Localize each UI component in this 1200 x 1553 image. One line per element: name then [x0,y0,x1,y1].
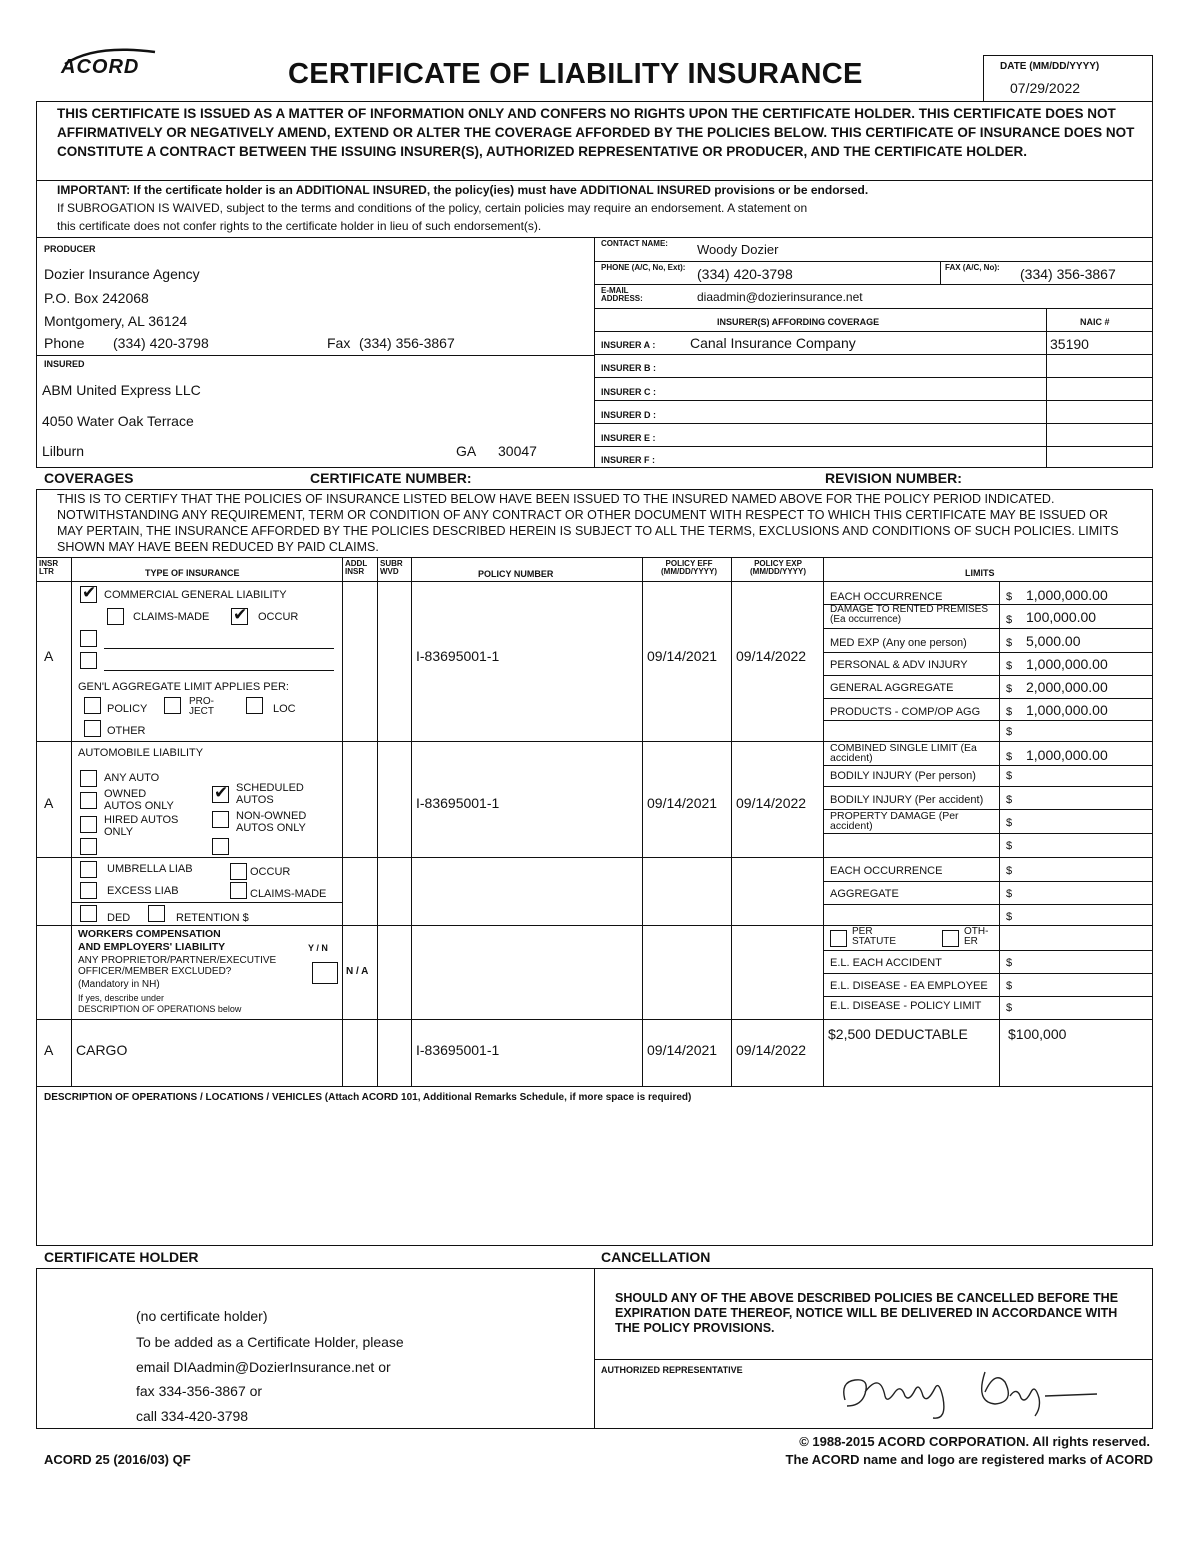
important-line-2: If SUBROGATION IS WAIVED, subject to the terms and conditions of the policy, certain policies may require an endorsement. A statement on [57,201,808,215]
workers-yn: Y / N [308,943,328,953]
auto-hired-label: HIRED AUTOS ONLY [104,814,179,838]
col-policy-number: POLICY NUMBER [478,569,554,579]
auto-limit-value-0: 1,000,000.00 [1026,747,1108,763]
insurer-c-label: INSURER C : [601,387,657,397]
auto-limit-label-0: COMBINED SINGLE LIMIT (Ea accident) [830,742,977,764]
auto-hired-checkbox[interactable] [80,816,97,833]
producer-address2: Montgomery, AL 36124 [44,313,188,329]
cargo-policy-number: I-83695001-1 [416,1042,500,1058]
holder-line-4: fax 334-356-3867 or [136,1383,263,1399]
col-addl-insr: ADDL INSR [345,559,368,576]
gl-limit-label-2: MED EXP (Any one person) [830,637,967,649]
umbrella-checkbox[interactable] [80,861,97,878]
gl-occur-label: OCCUR [258,611,299,623]
auto-scheduled-checkbox[interactable] [212,786,229,803]
insurer-a-name: Canal Insurance Company [690,335,856,351]
important-line-3: this certificate does not confer rights to the certificate holder in lieu of such endorsement(s). [57,219,542,233]
umbrella-limit-currency-1: $ [1006,888,1013,900]
workers-excluded-checkbox[interactable] [312,962,338,984]
authorized-rep-label: AUTHORIZED REPRESENTATIVE [601,1365,743,1375]
date-label: DATE (MM/DD/YYYY) [1000,61,1100,72]
auto-limit-label-1: BODILY INJURY (Per person) [830,770,976,782]
insured-zip: 30047 [498,443,537,459]
auto-limit-currency-3: $ [1006,817,1013,829]
umbrella-label: UMBRELLA LIAB [107,863,193,875]
workers-limit-currency-1: $ [1006,980,1013,992]
auto-blank-checkbox-1[interactable] [80,838,97,855]
umbrella-occur-label: OCCUR [250,866,291,878]
auto-owned-label: OWNED AUTOS ONLY [104,788,174,812]
per-statute-checkbox[interactable] [830,930,847,947]
gl-occur-checkbox[interactable] [231,608,248,625]
col-policy-eff: POLICY EFF (MM/DD/YYYY) [661,559,717,576]
gl-policy-checkbox[interactable] [84,697,101,714]
gl-blank-checkbox-2[interactable] [80,652,97,669]
insurer-f-label: INSURER F : [601,455,655,465]
certificate-holder-label: CERTIFICATE HOLDER [44,1249,199,1265]
auto-non-owned-checkbox[interactable] [212,811,229,828]
gl-claims-made-label: CLAIMS-MADE [133,611,210,623]
auto-non-owned-label: NON-OWNED AUTOS ONLY [236,810,307,834]
workers-limit-label-1: E.L. DISEASE - EA EMPLOYEE [830,980,988,992]
auto-policy-number: I-83695001-1 [416,795,500,811]
insured-state: GA [456,443,477,459]
gl-limit-currency-0: $ [1006,591,1013,603]
coverages-box [36,489,1153,1246]
workers-line-2: OFFICER/MEMBER EXCLUDED? [78,966,232,977]
umbrella-claims-made-checkbox[interactable] [230,882,247,899]
insurer-b-label: INSURER B : [601,363,657,373]
workers-line-4: If yes, describe under [78,993,165,1003]
gl-limit-value-3: 1,000,000.00 [1026,656,1108,672]
oth-er-label: OTH-ER [964,926,989,947]
gl-limit-label-5: PRODUCTS - COMP/OP AGG [830,706,981,718]
auto-limit-label-2: BODILY INJURY (Per accident) [830,794,984,806]
revision-number-label: REVISION NUMBER: [825,470,962,486]
workers-line-3: (Mandatory in NH) [78,979,160,990]
notice-text: THIS CERTIFICATE IS ISSUED AS A MATTER OF INFORMATION ONLY AND CONFERS NO RIGHTS UPON THE CERTIFICATE HOLDER. THIS CERTIFICATE DOES NOT AFFIRMATIVELY OR NEGATIVELY AMEND, EXTEND OR ALTER THE COVERAGE AFFORDED BY THE POLICIES BELOW. THIS CERTIFICATE OF INSURANCE DOES NOT CONSTITUTE A CONTRACT BETWEEN THE ISSUING INSURER(S), AUTHORIZED REPRESENTATIVE OR PRODUCER, AND THE CERTIFICATE HOLDER. [57,106,1135,159]
auto-policy-exp: 09/14/2022 [736,795,807,811]
holder-line-1: (no certificate holder) [136,1308,268,1324]
cancellation-text: SHOULD ANY OF THE ABOVE DESCRIBED POLICIES BE CANCELLED BEFORE THE EXPIRATION DATE THEREOF, NOTICE WILL BE DELIVERED IN ACCORDANCE WITH THE POLICY PROVISIONS. [615,1291,1119,1335]
acord-logo [55,42,165,92]
holder-line-2: To be added as a Certificate Holder, please [136,1334,404,1350]
auto-limit-currency-1: $ [1006,770,1013,782]
commercial-gl-label: COMMERCIAL GENERAL LIABILITY [104,589,287,601]
contact-phone: (334) 420-3798 [697,266,793,282]
workers-title-2: AND EMPLOYERS' LIABILITY [78,941,226,953]
gl-loc-checkbox[interactable] [246,697,263,714]
holder-line-3: email DIAadmin@DozierInsurance.net or [136,1359,391,1375]
insured-address: 4050 Water Oak Terrace [42,413,194,429]
col-type-of-insurance: TYPE OF INSURANCE [145,568,240,578]
commercial-gl-checkbox[interactable] [80,586,97,603]
coverages-statement: THIS IS TO CERTIFY THAT THE POLICIES OF INSURANCE LISTED BELOW HAVE BEEN ISSUED TO THE INSURED NAMED ABOVE FOR THE POLICY PERIOD INDICATED. NOTWITHSTANDING ANY REQUIREMENT, TERM OR CONDITION OF ANY CONTRACT OR OTHER DOCUMENT WITH RESPECT TO WHICH THIS CERTIFICATE MAY BE ISSUED OR MAY PERTAIN, THE INSURANCE AFFORDED BY THE POLICIES DESCRIBED HEREIN IS SUBJECT TO ALL THE TERMS, EXCLUSIONS AND CONDITIONS OF SUCH POLICIES. LIMITS SHOWN MAY HAVE BEEN REDUCED BY PAID CLAIMS. [57,492,1119,554]
certificate-number-label: CERTIFICATE NUMBER: [310,470,472,486]
producer-fax-label: Fax [327,335,351,351]
page-title: CERTIFICATE OF LIABILITY INSURANCE [288,58,863,90]
workers-line-1: ANY PROPRIETOR/PARTNER/EXECUTIVE [78,955,277,966]
per-statute-label: PER STATUTE [852,926,897,947]
auto-title: AUTOMOBILE LIABILITY [78,747,204,759]
gl-insr-letter: A [44,648,54,664]
insurer-a-label: INSURER A : [601,340,656,350]
gl-limit-currency-1: $ [1006,614,1013,626]
umbrella-limit-currency-0: $ [1006,865,1013,877]
cargo-limit-value: $100,000 [1008,1026,1067,1042]
gl-other-label: OTHER [107,725,146,737]
gl-limit-currency-5: $ [1006,706,1013,718]
gl-limit-label-0: EACH OCCURRENCE [830,591,943,603]
contact-fax: (334) 356-3867 [1020,266,1116,282]
important-line-1: IMPORTANT: If the certificate holder is an ADDITIONAL INSURED, the policy(ies) must have ADDITIONAL INSURED provisions or be endorsed. [57,183,869,197]
auto-limit-currency-0: $ [1006,751,1013,763]
gl-limit-value-0: 1,000,000.00 [1026,587,1108,603]
contact-name-label: CONTACT NAME: [601,239,668,248]
insurer-e-label: INSURER E : [601,433,656,443]
cargo-limit-label: $2,500 DEDUCTABLE [828,1026,968,1042]
gl-limit-currency-2: $ [1006,637,1013,649]
col-subr-wvd: SUBR WVD [380,559,403,576]
gl-other-checkbox[interactable] [84,720,101,737]
gl-project-checkbox[interactable] [164,697,181,714]
contact-email-label: E-MAIL ADDRESS: [601,286,643,303]
footer-form-number: ACORD 25 (2016/03) QF [44,1452,191,1467]
footer-marks: The ACORD name and logo are registered marks of ACORD [785,1452,1153,1467]
workers-na: N / A [346,966,369,977]
workers-line-5: DESCRIPTION OF OPERATIONS below [78,1004,242,1014]
producer-phone: (334) 420-3798 [113,335,209,351]
umbrella-limit-label-1: AGGREGATE [830,888,899,900]
retention-checkbox[interactable] [148,905,165,922]
col-insr-ltr: INSR LTR [39,559,59,576]
gl-policy-number: I-83695001-1 [416,648,500,664]
auto-policy-eff: 09/14/2021 [647,795,718,811]
excess-label: EXCESS LIAB [107,885,179,897]
contact-email: diaadmin@dozierinsurance.net [697,290,863,304]
gl-limit-value-4: 2,000,000.00 [1026,679,1108,695]
gl-limit-currency-3: $ [1006,660,1013,672]
insured-label: INSURED [44,359,85,369]
gl-policy-exp: 09/14/2022 [736,648,807,664]
holder-line-5: call 334-420-3798 [136,1408,249,1424]
gl-loc-label: LOC [273,703,296,715]
auto-insr-letter: A [44,795,54,811]
ded-checkbox[interactable] [80,905,97,922]
auto-limit-currency-2: $ [1006,794,1013,806]
gl-limit-value-5: 1,000,000.00 [1026,702,1108,718]
cargo-insr-letter: A [44,1042,54,1058]
retention-label: RETENTION $ [176,912,249,924]
contact-fax-label: FAX (A/C, No): [945,263,1000,272]
acord-logo-text: ACORD [61,56,140,78]
insured-city: Lilburn [42,443,85,459]
umbrella-limit-currency-2: $ [1006,911,1013,923]
date-value: 07/29/2022 [1010,80,1081,96]
gl-aggregate-label: GEN'L AGGREGATE LIMIT APPLIES PER: [78,681,289,693]
excess-checkbox[interactable] [80,882,97,899]
auto-blank-checkbox-2[interactable] [212,838,229,855]
gl-project-label: PRO-JECT [189,696,214,717]
insured-name: ABM United Express LLC [42,382,201,398]
gl-blank-checkbox-1[interactable] [80,630,97,647]
contact-phone-label: PHONE (A/C, No, Ext): [601,263,686,272]
cancellation-label: CANCELLATION [601,1249,711,1265]
insurer-d-label: INSURER D : [601,410,657,420]
coverages-label: COVERAGES [44,470,134,486]
workers-limit-currency-0: $ [1006,957,1013,969]
gl-limit-label-4: GENERAL AGGREGATE [830,682,954,694]
insurers-header: INSURER(S) AFFORDING COVERAGE [717,317,880,327]
workers-limit-label-2: E.L. DISEASE - POLICY LIMIT [830,1000,982,1012]
workers-title-1: WORKERS COMPENSATION [78,928,221,940]
gl-claims-made-checkbox[interactable] [107,608,124,625]
gl-limit-label-1: DAMAGE TO RENTED PREMISES (Ea occurrence) [830,604,988,625]
gl-limit-value-2: 5,000.00 [1026,633,1081,649]
gl-limit-value-1: 100,000.00 [1026,609,1097,625]
umbrella-limit-label-0: EACH OCCURRENCE [830,865,943,877]
auto-limit-label-3: PROPERTY DAMAGE (Per accident) [830,810,959,832]
col-limits: LIMITS [965,568,995,578]
cargo-type: CARGO [76,1042,128,1058]
umbrella-occur-checkbox[interactable] [230,863,247,880]
col-policy-exp: POLICY EXP (MM/DD/YYYY) [750,559,806,576]
workers-limit-label-0: E.L. EACH ACCIDENT [830,957,942,969]
signature-icon [835,1362,1125,1422]
workers-limit-currency-2: $ [1006,1002,1013,1014]
producer-fax: (334) 356-3867 [359,335,455,351]
ded-label: DED [107,912,131,924]
producer-label: PRODUCER [44,244,96,254]
producer-phone-label: Phone [44,335,85,351]
producer-address1: P.O. Box 242068 [44,290,149,306]
oth-er-checkbox[interactable] [942,930,959,947]
auto-limit-currency-4: $ [1006,840,1013,852]
gl-limit-label-3: PERSONAL & ADV INJURY [830,659,968,671]
description-label: DESCRIPTION OF OPERATIONS / LOCATIONS / VEHICLES (Attach ACORD 101, Additional Remarks Schedule, if more space is required) [44,1092,692,1103]
producer-name: Dozier Insurance Agency [44,266,200,282]
contact-name: Woody Dozier [697,242,779,257]
auto-scheduled-label: SCHEDULED AUTOS [236,782,304,806]
umbrella-claims-made-label: CLAIMS-MADE [250,888,327,900]
gl-limit-currency-6: $ [1006,726,1013,738]
insurer-a-naic: 35190 [1050,336,1089,352]
gl-policy-label: POLICY [107,703,148,715]
auto-owned-checkbox[interactable] [80,792,97,809]
auto-any-label: ANY AUTO [104,772,160,784]
gl-limit-currency-4: $ [1006,683,1013,695]
auto-any-checkbox[interactable] [80,770,97,787]
cargo-policy-eff: 09/14/2021 [647,1042,718,1058]
naic-header: NAIC # [1080,317,1110,327]
footer-copyright: © 1988-2015 ACORD CORPORATION. All rights reserved. [799,1434,1150,1449]
gl-policy-eff: 09/14/2021 [647,648,718,664]
cargo-policy-exp: 09/14/2022 [736,1042,807,1058]
